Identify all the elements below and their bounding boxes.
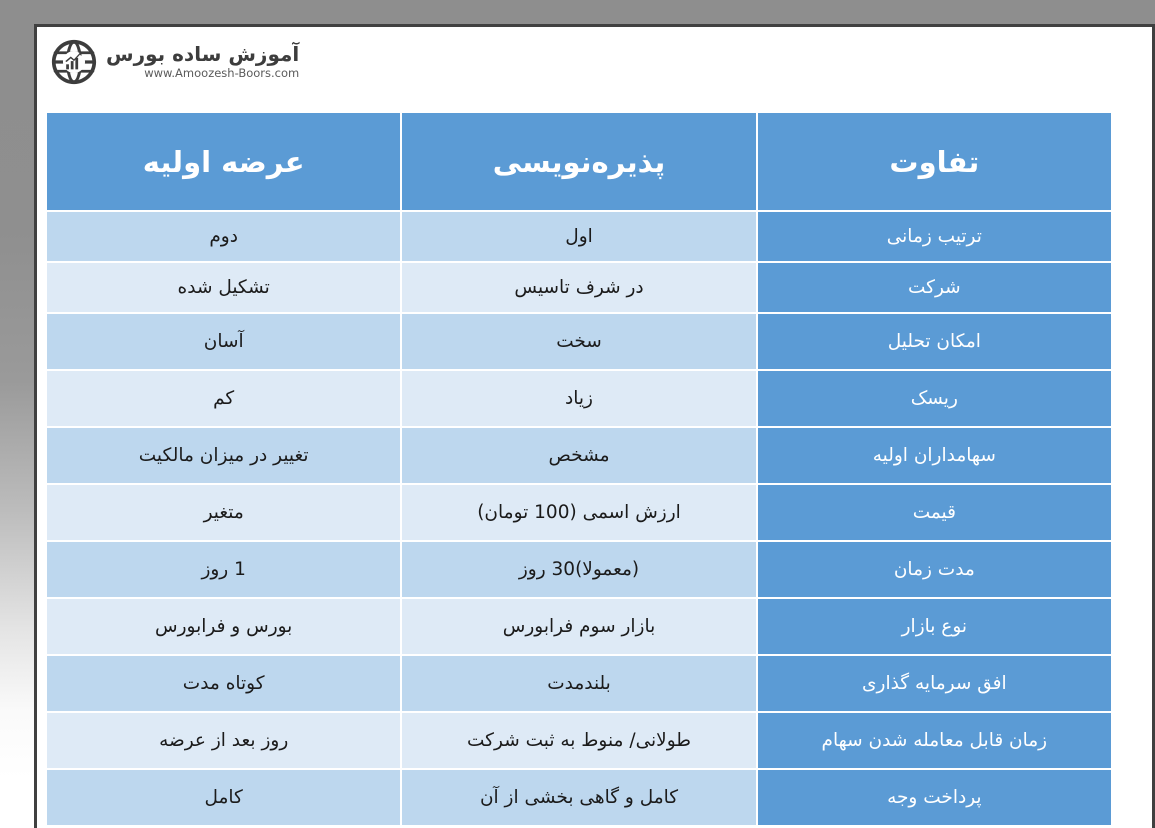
brand-text-block [106, 44, 299, 80]
table-row [47, 428, 1111, 483]
row-label: ریسک [758, 371, 1111, 426]
table-row [47, 485, 1111, 540]
table-row [47, 314, 1111, 369]
table-head [47, 113, 1111, 210]
cell-subscription: بازار سوم فرابورس [402, 599, 755, 654]
cell-ipo: آسان [47, 314, 400, 369]
row-label: ترتیب زمانی [758, 212, 1111, 261]
column-header-subscription: پذیره‌نویسی [402, 113, 755, 210]
cell-ipo: 1 روز [47, 542, 400, 597]
cell-ipo: بورس و فرابورس [47, 599, 400, 654]
cell-subscription: کامل و گاهی بخشی از آن [402, 770, 755, 825]
row-label: قیمت [758, 485, 1111, 540]
comparison-table [45, 111, 1113, 827]
cell-ipo: کم [47, 371, 400, 426]
content-card [34, 24, 1155, 828]
cell-subscription: زیاد [402, 371, 755, 426]
cell-subscription: ارزش اسمی (100 تومان) [402, 485, 755, 540]
cell-subscription: طولانی/ منوط به ثبت شرکت [402, 713, 755, 768]
cell-ipo: تشکیل شده [47, 263, 400, 312]
row-label: امکان تحلیل [758, 314, 1111, 369]
cell-subscription: در شرف تاسیس [402, 263, 755, 312]
row-label: مدت زمان [758, 542, 1111, 597]
cell-ipo: کوتاه مدت [47, 656, 400, 711]
cell-subscription: سخت [402, 314, 755, 369]
table-row [47, 263, 1111, 312]
cell-ipo: کامل [47, 770, 400, 825]
table-row [47, 770, 1111, 825]
table-row [47, 599, 1111, 654]
table-row [47, 542, 1111, 597]
table-row [47, 656, 1111, 711]
cell-ipo: روز بعد از عرضه [47, 713, 400, 768]
table-row [47, 713, 1111, 768]
row-label: سهامداران اولیه [758, 428, 1111, 483]
table-body [47, 212, 1111, 825]
table-row [47, 371, 1111, 426]
table-header-row [47, 113, 1111, 210]
cell-subscription: (معمولا)30 روز [402, 542, 755, 597]
row-label: نوع بازار [758, 599, 1111, 654]
row-label: افق سرمایه گذاری [758, 656, 1111, 711]
cell-ipo: تغییر در میزان مالکیت [47, 428, 400, 483]
cell-ipo: دوم [47, 212, 400, 261]
column-header-ipo: عرضه اولیه [47, 113, 400, 210]
row-label: زمان قابل معامله شدن سهام [758, 713, 1111, 768]
row-label: شرکت [758, 263, 1111, 312]
cell-subscription: مشخص [402, 428, 755, 483]
comparison-table-wrapper [45, 111, 1113, 827]
brand-url: www.Amoozesh-Boors.com [144, 66, 300, 81]
table-row [47, 212, 1111, 261]
cell-ipo: متغیر [47, 485, 400, 540]
row-label: پرداخت وجه [758, 770, 1111, 825]
cell-subscription: بلندمدت [402, 656, 755, 711]
brand-title: آموزش ساده بورس [106, 42, 300, 67]
globe-chart-icon [51, 39, 97, 85]
cell-subscription: اول [402, 212, 755, 261]
column-header-difference: تفاوت [758, 113, 1111, 210]
brand-logo [51, 39, 299, 85]
